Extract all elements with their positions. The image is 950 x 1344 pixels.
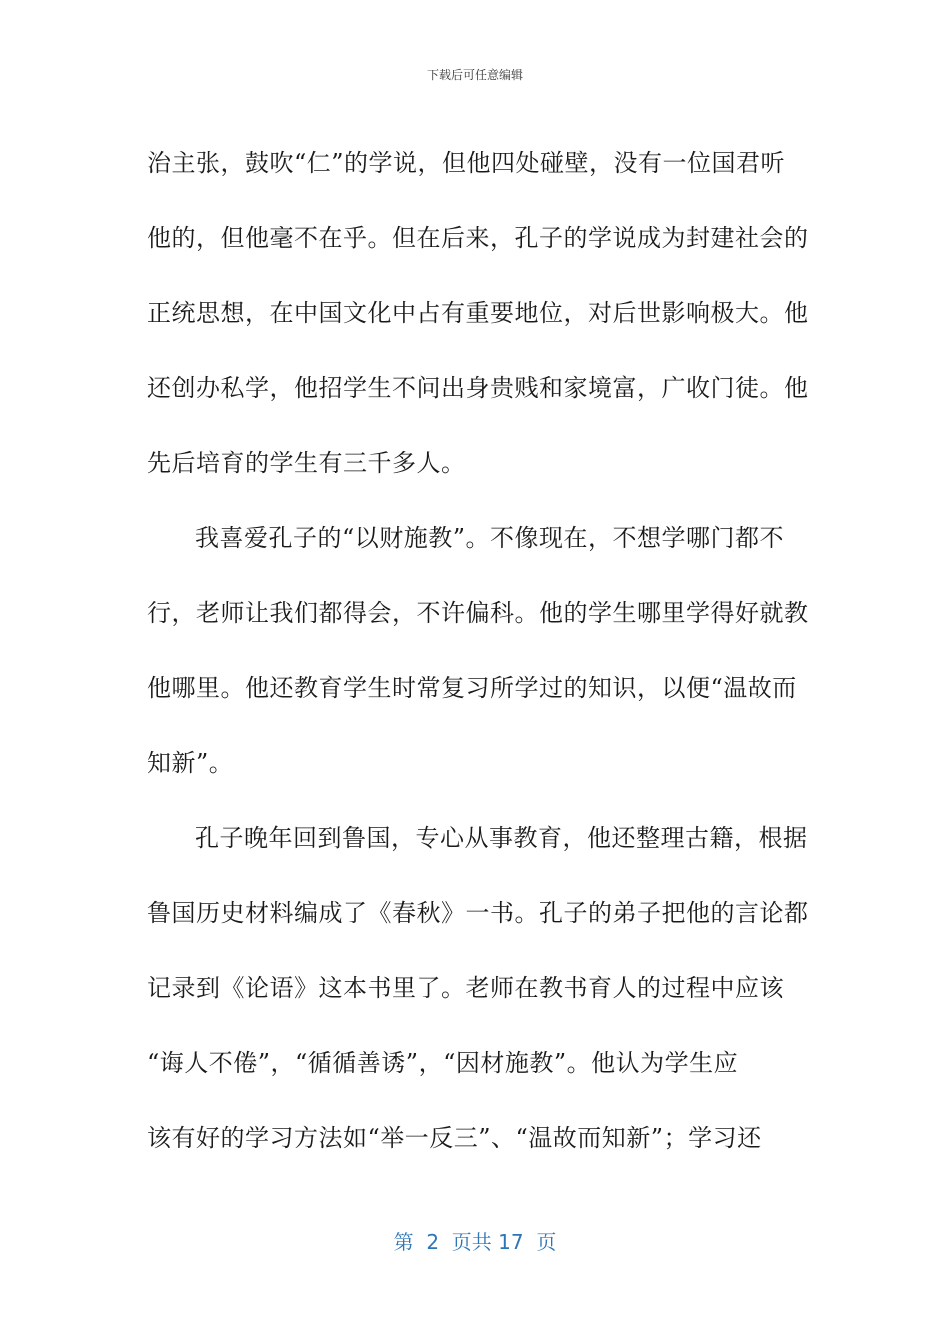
document-body xyxy=(147,126,809,1176)
text-line: 记录到《论语》这本书里了。老师在教书育人的过程中应该 xyxy=(147,974,784,1002)
page-header-note: 下载后可任意编辑 xyxy=(426,68,523,82)
text-line: 还创办私学，他招学生不问出身贵贱和家境富，广收门徒。他 xyxy=(147,374,809,402)
paragraph-first-line: 孔子晚年回到鲁国，专心从事教育，他还整理古籍，根据 xyxy=(195,824,808,852)
text-line: 治主张，鼓吹“仁”的学说，但他四处碰壁，没有一位国君听 xyxy=(147,149,786,177)
text-line: 先后培育的学生有三千多人。 xyxy=(147,449,466,477)
text-line: 该有好的学习方法如“举一反三”、“温故而知新”；学习还 xyxy=(147,1124,762,1152)
paragraph-first-line: 我喜爱孔子的“以财施教”。不像现在，不想学哪门都不 xyxy=(195,524,785,552)
text-line: 鲁国历史材料编成了《春秋》一书。孔子的弟子把他的言论都 xyxy=(147,899,809,927)
text-line: 知新”。 xyxy=(147,749,234,777)
text-line: “诲人不倦”，“循循善诱”，“因材施教”。他认为学生应 xyxy=(147,1049,739,1077)
text-line: 行，老师让我们都得会，不许偏科。他的学生哪里学得好就教 xyxy=(147,599,809,627)
page-number-footer: 第 2 页共 17 页 xyxy=(393,1230,557,1254)
text-line: 他的，但他毫不在乎。但在后来，孔子的学说成为封建社会的 xyxy=(147,224,809,252)
text-line: 正统思想，在中国文化中占有重要地位，对后世影响极大。他 xyxy=(147,299,809,327)
text-line: 他哪里。他还教育学生时常复习所学过的知识，以便“温故而 xyxy=(147,674,797,702)
